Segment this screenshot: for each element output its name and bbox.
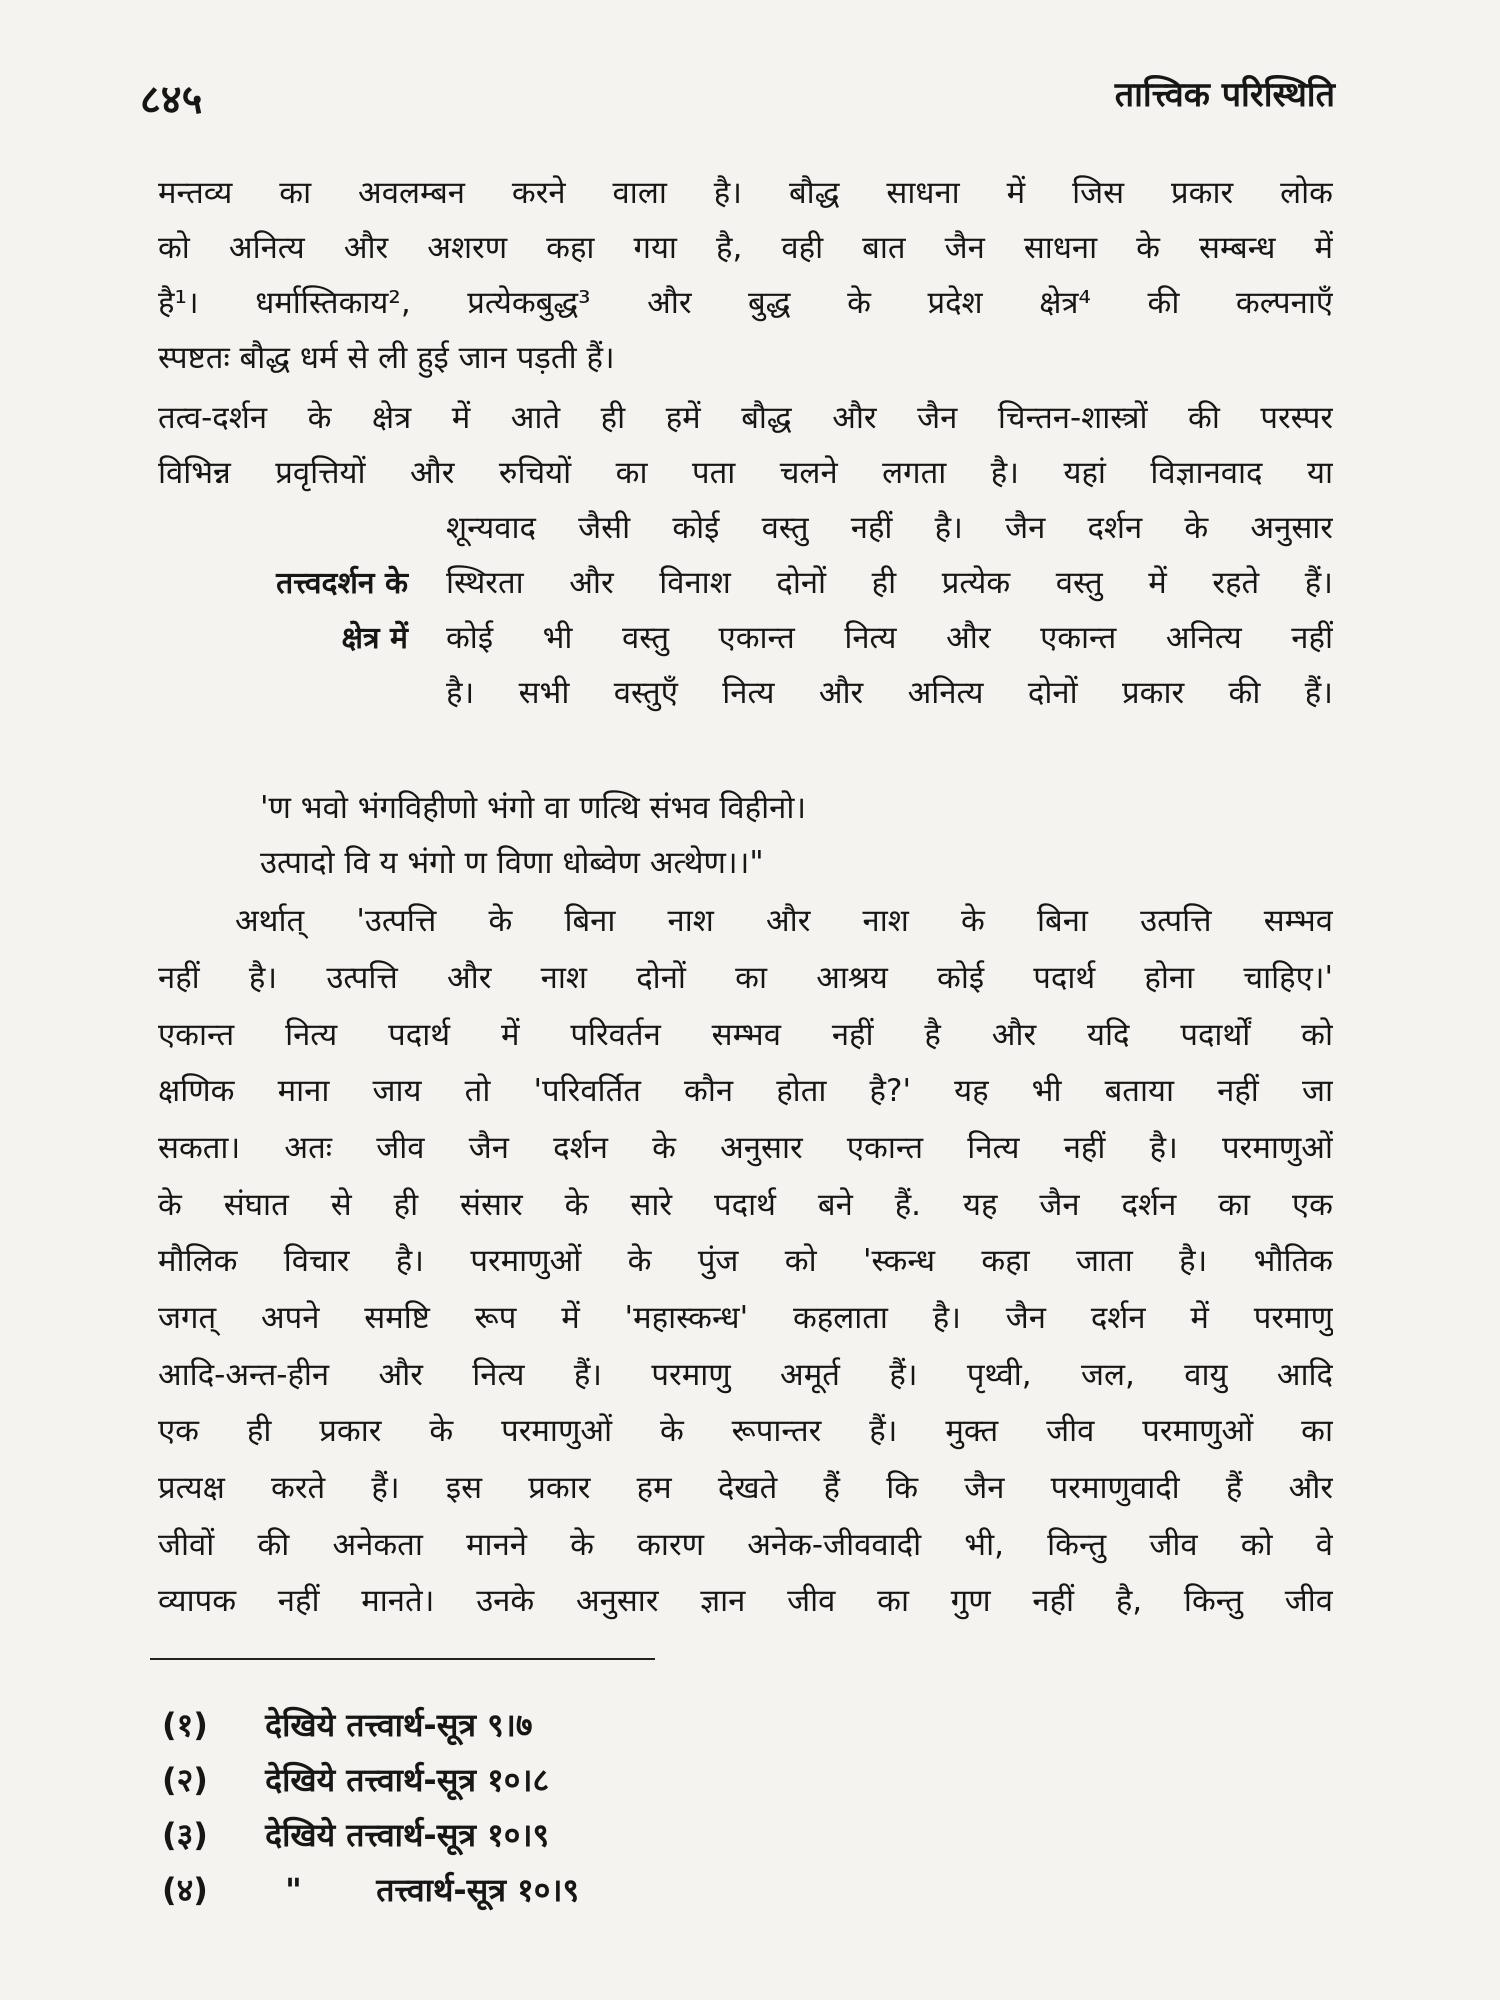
text-line: जगत् अपने समष्टि रूप में 'महास्कन्ध' कहलाता है। जैन दर्शन में परमाणु [158,1300,1333,1336]
footnote [162,1755,549,1807]
text-line: कोई भी वस्तु एकान्त नित्य और एकान्त अनित्य नहीं [446,620,1333,656]
side-heading-line: क्षेत्र में [341,621,408,656]
text-line: है¹। धर्मास्तिकाय², प्रत्येकबुद्ध³ और बुद्ध के प्रदेश क्षेत्र⁴ की कल्पनाएँ [158,285,1333,321]
footnote-number: (४) [162,1871,208,1909]
text-line: मौलिक विचार है। परमाणुओं के पुंज को 'स्कन्ध कहा जाता है। भौतिक [158,1243,1333,1279]
footnote-rule [150,1658,655,1660]
text-line: व्यापक नहीं मानते। उनके अनुसार ज्ञान जीव का गुण नहीं है, किन्तु जीव [158,1583,1333,1619]
footnote-text: देखिये तत्त्वार्थ-सूत्र ९।७ [265,1706,533,1744]
footnote-text: देखिये तत्त्वार्थ-सूत्र १०।९ [265,1816,550,1854]
text-line: एक ही प्रकार के परमाणुओं के रूपान्तर हैं। मुक्त जीव परमाणुओं का [158,1413,1333,1449]
text-line: सकता। अतः जीव जैन दर्शन के अनुसार एकान्त नित्य नहीं है। परमाणुओं [158,1130,1333,1166]
text-line: शून्यवाद जैसी कोई वस्तु नहीं है। जैन दर्शन के अनुसार [446,510,1333,546]
running-head: तात्त्विक परिस्थिति [1114,75,1335,115]
side-heading-line: तत्त्वदर्शन के [276,566,408,601]
text-line: अर्थात् 'उत्पत्ति के बिना नाश और नाश के बिना उत्पत्ति सम्भव [235,903,1333,939]
quote-line: 'ण भवो भंगविहीणो भंगो वा णत्थि संभव विहीनो। [260,790,807,826]
quote-line: उत्पादो वि य भंगो ण विणा धोब्वेण अत्थेण।।" [260,845,764,881]
footnote-text: तत्त्वार्थ-सूत्र १०।९ [376,1871,580,1909]
ditto-mark: " [285,1871,302,1909]
text-line: एकान्त नित्य पदार्थ में परिवर्तन सम्भव नहीं है और यदि पदार्थों को [158,1017,1333,1053]
text-line: तत्व-दर्शन के क्षेत्र में आते ही हमें बौद्ध और जैन चिन्तन-शास्त्रों की परस्पर [158,400,1333,436]
text-line: मन्तव्य का अवलम्बन करने वाला है। बौद्ध साधना में जिस प्रकार लोक [158,175,1333,211]
footnote-text: देखिये तत्त्वार्थ-सूत्र १०।८ [265,1761,550,1799]
footnote-number: (३) [162,1816,208,1854]
text-line: स्पष्टतः बौद्ध धर्म से ली हुई जान पड़ती हैं। [158,340,615,376]
page-number: ८४५ [140,77,203,123]
footnote [162,1700,533,1752]
footnote [162,1810,549,1862]
text-line: क्षणिक माना जाय तो 'परिवर्तित कौन होता है?' यह भी बताया नहीं जा [158,1073,1333,1109]
footnote-number: (२) [162,1761,208,1799]
footnote-number: (१) [162,1706,208,1744]
text-line: है। सभी वस्तुएँ नित्य और अनित्य दोनों प्रकार की हैं। [446,675,1333,711]
text-line: नहीं है। उत्पत्ति और नाश दोनों का आश्रय कोई पदार्थ होना चाहिए।' [158,960,1333,996]
text-line: के संघात से ही संसार के सारे पदार्थ बने हैं. यह जैन दर्शन का एक [158,1187,1333,1223]
page-header [140,70,1335,130]
text-line: आदि-अन्त-हीन और नित्य हैं। परमाणु अमूर्त हैं। पृथ्वी, जल, वायु आदि [158,1357,1333,1393]
text-line: प्रत्यक्ष करते हैं। इस प्रकार हम देखते हैं कि जैन परमाणुवादी हैं और [158,1470,1333,1506]
footnote [162,1865,579,1917]
text-line: जीवों की अनेकता मानने के कारण अनेक-जीववादी भी, किन्तु जीव को वे [158,1527,1333,1563]
text-line: स्थिरता और विनाश दोनों ही प्रत्येक वस्तु में रहते हैं। [446,565,1333,601]
text-line: विभिन्न प्रवृत्तियों और रुचियों का पता चलने लगता है। यहां विज्ञानवाद या [158,455,1333,491]
text-line: को अनित्य और अशरण कहा गया है, वही बात जैन साधना के सम्बन्ध में [158,230,1333,266]
